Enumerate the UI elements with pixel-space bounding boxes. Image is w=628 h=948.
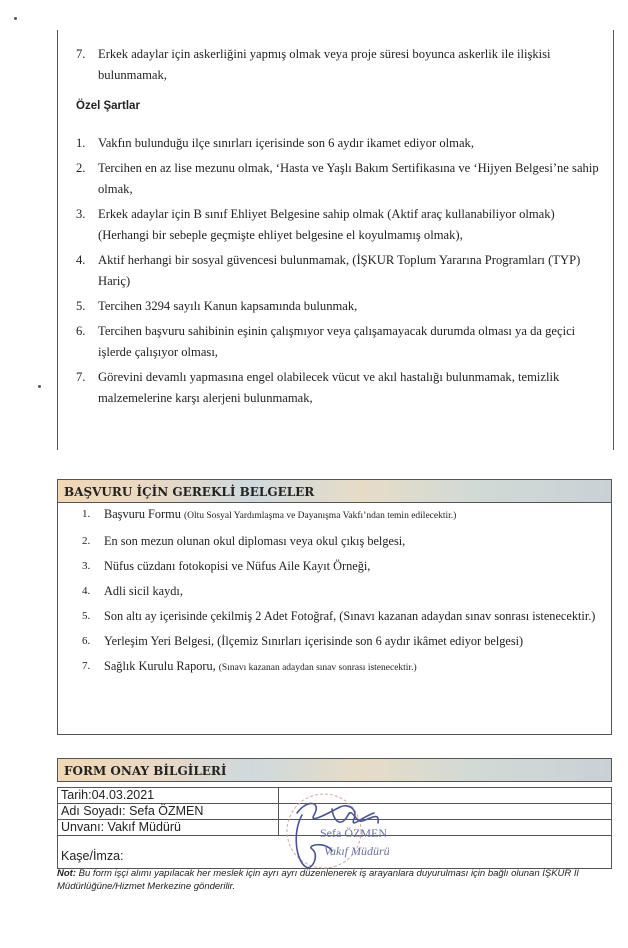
list-item [58, 531, 611, 552]
item-number: 6. [82, 635, 91, 647]
item-number: 1. [82, 508, 91, 520]
item-text: Görevini devamlı yapmasına engel olabilecek vücut ve akıl hastalığı bulunmamak, temizlik malzemelerine karşı alerjeni bulunmamak, [98, 370, 560, 405]
item-text: En son mezun olunan okul diploması veya okul çıkış belgesi, [104, 534, 406, 548]
item-text: Yerleşim Yeri Belgesi, (İlçemiz Sınırları içerisinde son 6 aydır ikâmet ediyor belgesi) [104, 634, 524, 648]
item-note: (Sınavı kazanan adaydan sınav sonrası istenecektir.) [218, 663, 417, 673]
item-number: 5. [76, 299, 86, 313]
list-item [58, 44, 613, 86]
item-text: Son altı ay içerisinde çekilmiş 2 Adet Fotoğraf, (Sınavı kazanan adaydan sınav sonrası istenecektir.) [104, 609, 596, 623]
item-number: 2. [76, 161, 86, 175]
list-item [58, 133, 613, 154]
item-number: 5. [82, 610, 91, 622]
note-text: Bu form işçi alımı yapılacak her meslek için ayrı ayrı düzenlenerek iş arayanlara duyurulması için bağlı olunan İŞKUR İl Müdürlüğüne/Hizmet Merkezine gönderilir. [57, 868, 579, 892]
item-text: Vakfın bulunduğu ilçe sınırları içerisinde son 6 aydır ikamet ediyor olmak, [98, 136, 474, 150]
item-number: 3. [82, 560, 91, 572]
list-item [58, 504, 611, 527]
item-number: 1. [76, 136, 86, 150]
stamp-title-text: Vakıf Müdürü [324, 844, 390, 858]
stamp-label: Kaşe/İmza: [61, 849, 124, 863]
item-text: Tercihen en az lise mezunu olmak, ‘Hasta ve Yaşlı Bakım Sertifikasına ve ‘Hijyen Belgesi’ne sahip olmak, [98, 161, 599, 196]
item-number: 6. [76, 324, 86, 338]
title-field: Unvanı: Vakıf Müdürü [61, 820, 181, 834]
item-text: Tercihen 3294 sayılı Kanun kapsamında bulunmak, [98, 299, 358, 313]
list-item [58, 606, 611, 627]
scan-speck [14, 17, 17, 20]
list-item [58, 296, 613, 317]
special-conditions-title: Özel Şartlar [76, 100, 140, 112]
list-item [58, 581, 611, 602]
note-label: Not: [57, 868, 76, 879]
item-number: 7. [76, 370, 86, 384]
item-number: 7. [76, 47, 86, 61]
list-item [58, 656, 611, 679]
item-number: 4. [82, 585, 91, 597]
list-item [58, 367, 613, 409]
list-item [58, 158, 613, 200]
footer-note [57, 867, 612, 893]
item-text: Nüfus cüzdanı fotokopisi ve Nüfus Aile Kayıt Örneği, [104, 559, 371, 573]
list-item [58, 631, 611, 652]
item-text: Aktif herhangi bir sosyal güvencesi bulunmamak, (İŞKUR Toplum Yararına Programları (TYP) Hariç) [98, 253, 581, 288]
date-field: Tarih:04.03.2021 [61, 788, 155, 802]
documents-section [57, 503, 612, 735]
item-text: Erkek adaylar için askerliğini yapmış olmak veya proje süresi boyunca askerlik ile ilişkisi bulunmamak, [98, 47, 551, 82]
item-text: Başvuru Formu [104, 507, 181, 521]
form-approval-header: FORM ONAY BİLGİLERİ [57, 758, 612, 782]
item-text: Tercihen başvuru sahibinin eşinin çalışmıyor veya çalışamayacak durumda olması ya da geçici işlerde çalışıyor olması, [98, 324, 576, 359]
list-item [58, 556, 611, 577]
list-item [58, 250, 613, 292]
scan-speck [38, 385, 41, 388]
list-item [58, 204, 613, 246]
special-conditions-list [58, 133, 613, 409]
name-field: Adı Soyadı: Sefa ÖZMEN [61, 804, 204, 818]
item-number: 3. [76, 207, 86, 221]
item-text: Erkek adaylar için B sınıf Ehliyet Belgesine sahip olmak (Aktif araç kullanabiliyor olmak) (Herhangi bir sebeple geçmişte ehliyet belgesine el koyulmamış olmak), [98, 207, 555, 242]
requirements-section [57, 30, 614, 450]
stamp-name-text: Sefa ÖZMEN [320, 826, 387, 840]
item-text: Sağlık Kurulu Raporu, [104, 659, 216, 673]
documents-list [58, 504, 611, 679]
item-note: (Oltu Sosyal Yardımlaşma ve Dayanışma Vakfı’ndan temin edilecektir.) [183, 511, 457, 521]
item-text: Adli sicil kaydı, [104, 584, 183, 598]
item-number: 4. [76, 253, 86, 267]
signature-stamp [262, 793, 402, 873]
documents-header: BAŞVURU İÇİN GEREKLİ BELGELER [57, 479, 612, 503]
item-number: 7. [82, 660, 91, 672]
item-number: 2. [82, 535, 91, 547]
requirements-list [58, 44, 613, 86]
list-item [58, 321, 613, 363]
